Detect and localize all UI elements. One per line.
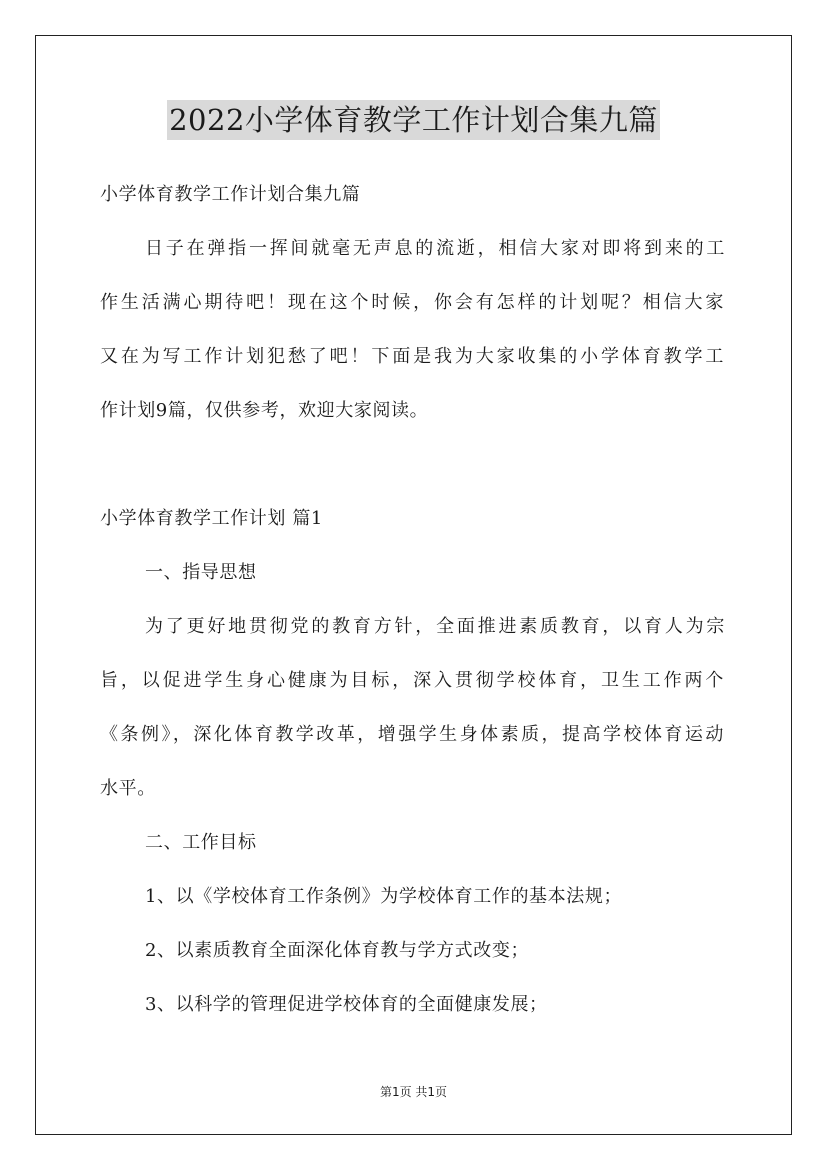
document-title: 2022小学体育教学工作计划合集九篇 (167, 100, 660, 140)
goal-item: 3、以科学的管理促进学校体育的全面健康发展； (145, 994, 548, 1015)
goal-item: 2、以素质教育全面深化体育教与学方式改变； (145, 940, 530, 961)
guiding-line: 《条例》，深化体育教学改革，增强学生身体素质，提高学校体育运动 (100, 724, 724, 745)
intro-line: 作生活满心期待吧！现在这个时候，你会有怎样的计划呢？相信大家 (100, 292, 724, 313)
intro-line: 作计划9篇，仅供参考，欢迎大家阅读。 (100, 400, 429, 421)
goal-item: 1、以《学校体育工作条例》为学校体育工作的基本法规； (145, 886, 623, 907)
section-heading: 小学体育教学工作计划 篇1 (100, 508, 323, 529)
heading-guiding-thought: 一、指导思想 (145, 562, 257, 583)
page-number-footer: 第1页 共1页 (379, 1085, 448, 1099)
intro-line: 又在为写工作计划犯愁了吧！下面是我为大家收集的小学体育教学工 (100, 346, 724, 367)
title-container (0, 100, 827, 140)
guiding-line: 为了更好地贯彻党的教育方针，全面推进素质教育，以育人为宗 (145, 616, 725, 637)
heading-work-goals: 二、工作目标 (145, 832, 257, 853)
guiding-line: 旨，以促进学生身心健康为目标，深入贯彻学校体育，卫生工作两个 (100, 670, 724, 691)
document-subtitle: 小学体育教学工作计划合集九篇 (100, 184, 361, 205)
intro-line: 日子在弹指一挥间就毫无声息的流逝，相信大家对即将到来的工 (145, 238, 725, 259)
guiding-line: 水平。 (100, 778, 156, 799)
